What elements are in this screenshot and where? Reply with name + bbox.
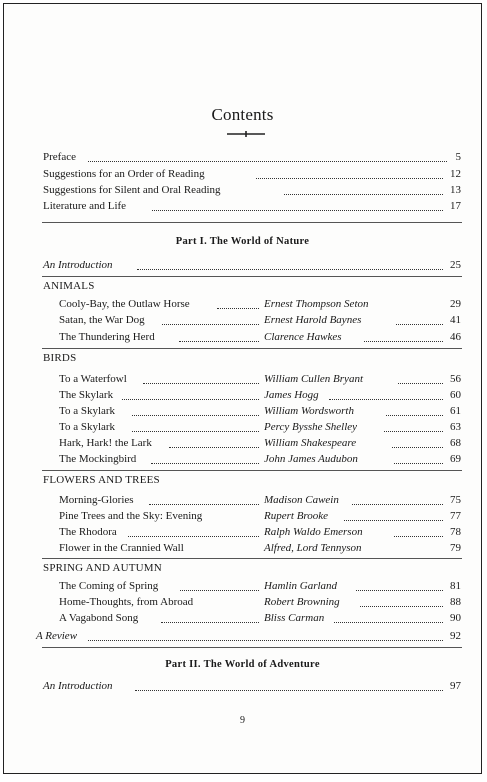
entry-page: 75 <box>450 494 461 506</box>
divider <box>42 348 462 349</box>
entry-title: Hark, Hark! the Lark <box>59 437 152 449</box>
entry-title: The Rhodora <box>59 526 117 538</box>
toc-entry <box>4 166 481 182</box>
entry-page: 88 <box>450 596 461 608</box>
toc-entry <box>4 492 481 508</box>
entry-author: Rupert Brooke <box>264 510 329 522</box>
entry-page: 60 <box>450 389 461 401</box>
entry-title: Morning-Glories <box>59 494 134 506</box>
entry-page: 81 <box>450 580 461 592</box>
dot-leader <box>179 340 259 342</box>
dot-leader <box>284 193 443 195</box>
dot-leader <box>384 430 443 432</box>
entry-author: John James Audubon <box>264 453 358 465</box>
entry-page: 68 <box>450 437 461 449</box>
entry-title: Flower in the Crannied Wall <box>59 542 184 554</box>
entry-author: Clarence Hawkes <box>264 331 342 343</box>
toc-entry <box>4 198 481 214</box>
entry-title: Satan, the War Dog <box>59 314 145 326</box>
entry-author: William Shakespeare <box>264 437 357 449</box>
dot-leader <box>217 307 259 309</box>
category-heading: FLOWERS AND TREES <box>43 474 160 486</box>
entry-page: 12 <box>450 168 461 180</box>
dot-leader <box>161 621 259 623</box>
entry-title: The Thundering Herd <box>59 331 155 343</box>
entry-page: 17 <box>450 200 461 212</box>
entry-title: The Coming of Spring <box>59 580 159 592</box>
divider <box>42 222 462 223</box>
toc-entry <box>4 329 481 345</box>
entry-author: Bliss Carman <box>264 612 325 624</box>
dot-leader <box>329 398 443 400</box>
entry-page: 56 <box>450 373 461 385</box>
entry-page: 77 <box>450 510 461 522</box>
dot-leader <box>132 414 259 416</box>
dot-leader <box>137 268 443 270</box>
dot-leader <box>256 177 443 179</box>
entry-title: The Skylark <box>59 389 114 401</box>
toc-entry <box>4 403 481 419</box>
dot-leader <box>88 160 447 162</box>
toc-entry <box>4 610 481 626</box>
toc-entry <box>4 257 481 273</box>
toc-entry <box>4 540 481 556</box>
toc-entry <box>4 678 481 694</box>
toc-entry <box>4 594 481 610</box>
entry-page: 97 <box>450 680 461 692</box>
entry-author: William Cullen Bryant <box>264 373 363 385</box>
dot-leader <box>180 589 259 591</box>
entry-title: To a Skylark <box>59 421 116 433</box>
dot-leader <box>143 382 259 384</box>
entry-title: An Introduction <box>43 259 113 271</box>
entry-title: A Vagabond Song <box>59 612 139 624</box>
dot-leader <box>352 503 443 505</box>
title-ornament-icon <box>227 131 265 137</box>
dot-leader <box>169 446 259 448</box>
entry-author: Madison Cawein <box>264 494 339 506</box>
dot-leader <box>394 462 443 464</box>
entry-title: Home-Thoughts, from Abroad <box>59 596 194 608</box>
category-heading: ANIMALS <box>43 280 95 292</box>
divider <box>42 276 462 277</box>
toc-entry <box>4 578 481 594</box>
toc-entry <box>4 149 481 165</box>
entry-author: William Wordsworth <box>264 405 354 417</box>
toc-entry <box>4 387 481 403</box>
entry-title: Literature and Life <box>43 200 127 212</box>
dot-leader <box>364 340 443 342</box>
category-heading: BIRDS <box>43 352 77 364</box>
entry-page: 78 <box>450 526 461 538</box>
page-number: 9 <box>240 715 245 726</box>
entry-author: Ernest Thompson Seton <box>264 298 369 310</box>
dot-leader <box>152 209 443 211</box>
dot-leader <box>392 446 443 448</box>
entry-page: 69 <box>450 453 461 465</box>
dot-leader <box>356 589 443 591</box>
entry-page: 92 <box>450 630 461 642</box>
toc-entry <box>4 435 481 451</box>
entry-author: Ernest Harold Baynes <box>264 314 362 326</box>
entry-page: 63 <box>450 421 461 433</box>
dot-leader <box>396 323 443 325</box>
entry-title: Pine Trees and the Sky: Evening <box>59 510 203 522</box>
part-heading: Part II. The World of Adventure <box>165 659 320 670</box>
toc-entry <box>4 628 481 644</box>
entry-page: 61 <box>450 405 461 417</box>
entry-author: Ralph Waldo Emerson <box>264 526 363 538</box>
dot-leader <box>360 605 443 607</box>
toc-entry <box>4 508 481 524</box>
dot-leader <box>151 462 259 464</box>
toc-entry <box>4 524 481 540</box>
entry-page: 90 <box>450 612 461 624</box>
dot-leader <box>398 382 443 384</box>
entry-title: A Review <box>36 630 78 642</box>
entry-page: 5 <box>455 151 461 163</box>
divider <box>42 647 462 648</box>
entry-page: 79 <box>450 542 461 554</box>
entry-title: To a Skylark <box>59 405 116 417</box>
entry-author: James Hogg <box>264 389 319 401</box>
dot-leader <box>162 323 259 325</box>
entry-page: 46 <box>450 331 461 343</box>
dot-leader <box>122 398 259 400</box>
toc-entry <box>4 371 481 387</box>
page-title: Contents <box>211 105 274 124</box>
dot-leader <box>149 503 259 505</box>
entry-author: Percy Bysshe Shelley <box>264 421 358 433</box>
entry-title: To a Waterfowl <box>59 373 127 385</box>
toc-entry <box>4 182 481 198</box>
entry-author: Hamlin Garland <box>264 580 338 592</box>
entry-title: Cooly-Bay, the Outlaw Horse <box>59 298 190 310</box>
entry-author: Robert Browning <box>264 596 340 608</box>
entry-title: Suggestions for Silent and Oral Reading <box>43 184 221 196</box>
entry-title: An Introduction <box>43 680 113 692</box>
toc-entry <box>4 296 481 312</box>
entry-title: Suggestions for an Order of Reading <box>43 168 205 180</box>
dot-leader <box>135 689 443 691</box>
toc-entry <box>4 419 481 435</box>
contents-page <box>3 3 482 774</box>
dot-leader <box>132 430 259 432</box>
toc-entry <box>4 451 481 467</box>
entry-title: The Mockingbird <box>59 453 137 465</box>
part-heading: Part I. The World of Nature <box>175 236 310 247</box>
dot-leader <box>394 535 443 537</box>
entry-page: 29 <box>450 298 461 310</box>
dot-leader <box>386 414 443 416</box>
entry-page: 13 <box>450 184 461 196</box>
divider <box>42 558 462 559</box>
entry-page: 41 <box>450 314 461 326</box>
dot-leader <box>88 639 443 641</box>
category-heading: SPRING AND AUTUMN <box>43 562 162 574</box>
dot-leader <box>128 535 259 537</box>
entry-author: Alfred, Lord Tennyson <box>264 542 362 554</box>
entry-page: 25 <box>450 259 461 271</box>
divider <box>42 470 462 471</box>
dot-leader <box>344 519 443 521</box>
entry-title: Preface <box>43 151 76 163</box>
toc-entry <box>4 312 481 328</box>
dot-leader <box>334 621 443 623</box>
